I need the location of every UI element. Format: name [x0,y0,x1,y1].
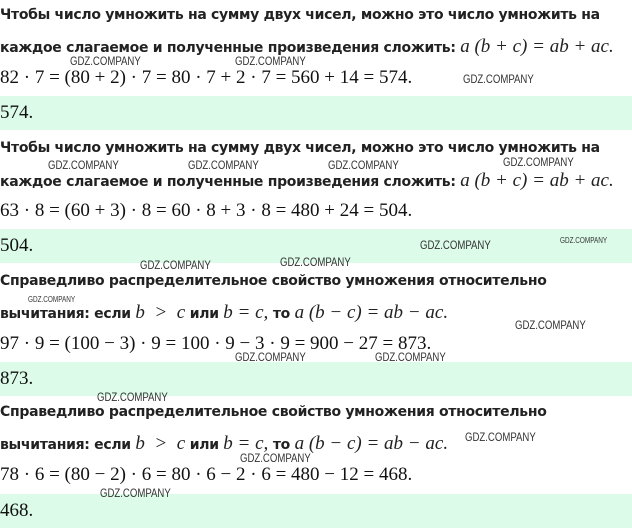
watermark: GDZ.COMPANY [235,54,306,68]
condition: b > c [135,433,186,454]
rule-text [0,302,448,324]
answer: 574. [0,96,632,130]
or-text: или [185,437,224,453]
rule-text-2: вычитания: если [0,437,136,453]
watermark: GDZ.COMPANY [420,238,491,252]
watermark: GDZ.COMPANY [97,390,168,404]
watermark: GDZ.COMPANY [328,158,399,172]
equation: 78 · 6 = (80 − 2) · 6 = 80 · 6 − 2 · 6 = 480 − 12 = 468. [0,464,413,485]
then-text: то [268,306,295,322]
or-text: или [185,306,224,322]
rule-text: Чтобы число умножить на сумму двух чисел, можно это число умножить на [0,140,600,156]
watermark: GDZ.COMPANY [503,155,574,169]
rule-text-2: вычитания: если [0,306,136,322]
rule-text: Чтобы число умножить на сумму двух чисел, можно это число умножить на [0,7,600,23]
watermark: GDZ.COMPANY [465,430,536,444]
rule-text-2: каждое слагаемое и полученные произведения сложить: [0,174,461,190]
formula: a (b − c) = ab − ac. [294,433,449,454]
watermark: GDZ.COMPANY [280,255,351,269]
condition: b = c, [223,433,269,454]
watermark: GDZ.COMPANY [140,258,211,272]
equation: 63 · 8 = (60 + 3) · 8 = 60 · 8 + 3 · 8 = 480 + 24 = 504. [0,200,413,221]
formula: a (b + c) = ab + ac. [460,170,614,191]
rule-text [0,433,448,455]
equation: 97 · 9 = (100 − 3) · 9 = 100 · 9 − 3 · 9 = 900 − 27 = 873. [0,333,432,354]
answer: 468. [0,494,632,528]
rule-text: Справедливо распределительное свойство умножения относительно [0,273,547,289]
formula: a (b + c) = ab + ac. [460,36,614,57]
equation: 82 · 7 = (80 + 2) · 7 = 80 · 7 + 2 · 7 = 560 + 14 = 574. [0,67,413,88]
watermark: GDZ.COMPANY [375,350,446,364]
watermark: GDZ.COMPANY [48,158,119,172]
watermark: GDZ.COMPANY [70,54,141,68]
watermark: GDZ.COMPANY [100,486,171,500]
then-text: то [268,437,295,453]
watermark: GDZ.COMPANY [463,72,534,86]
rule-text-2: каждое слагаемое и полученные произведения сложить: [0,40,461,56]
rule-text [0,170,614,192]
rule-text: Справедливо распределительное свойство умножения относительно [0,404,547,420]
watermark: GDZ.COMPANY [235,350,306,364]
watermark: GDZ.COMPANY [28,295,76,304]
watermark: GDZ.COMPANY [560,236,608,245]
formula: a (b − c) = ab − ac. [294,302,449,323]
watermark: GDZ.COMPANY [188,158,259,172]
watermark: GDZ.COMPANY [515,318,586,332]
condition: b > c [135,302,186,323]
answer: 504. [0,229,632,263]
answer: 873. [0,362,632,396]
watermark: GDZ.COMPANY [240,451,311,465]
condition: b = c, [223,302,269,323]
